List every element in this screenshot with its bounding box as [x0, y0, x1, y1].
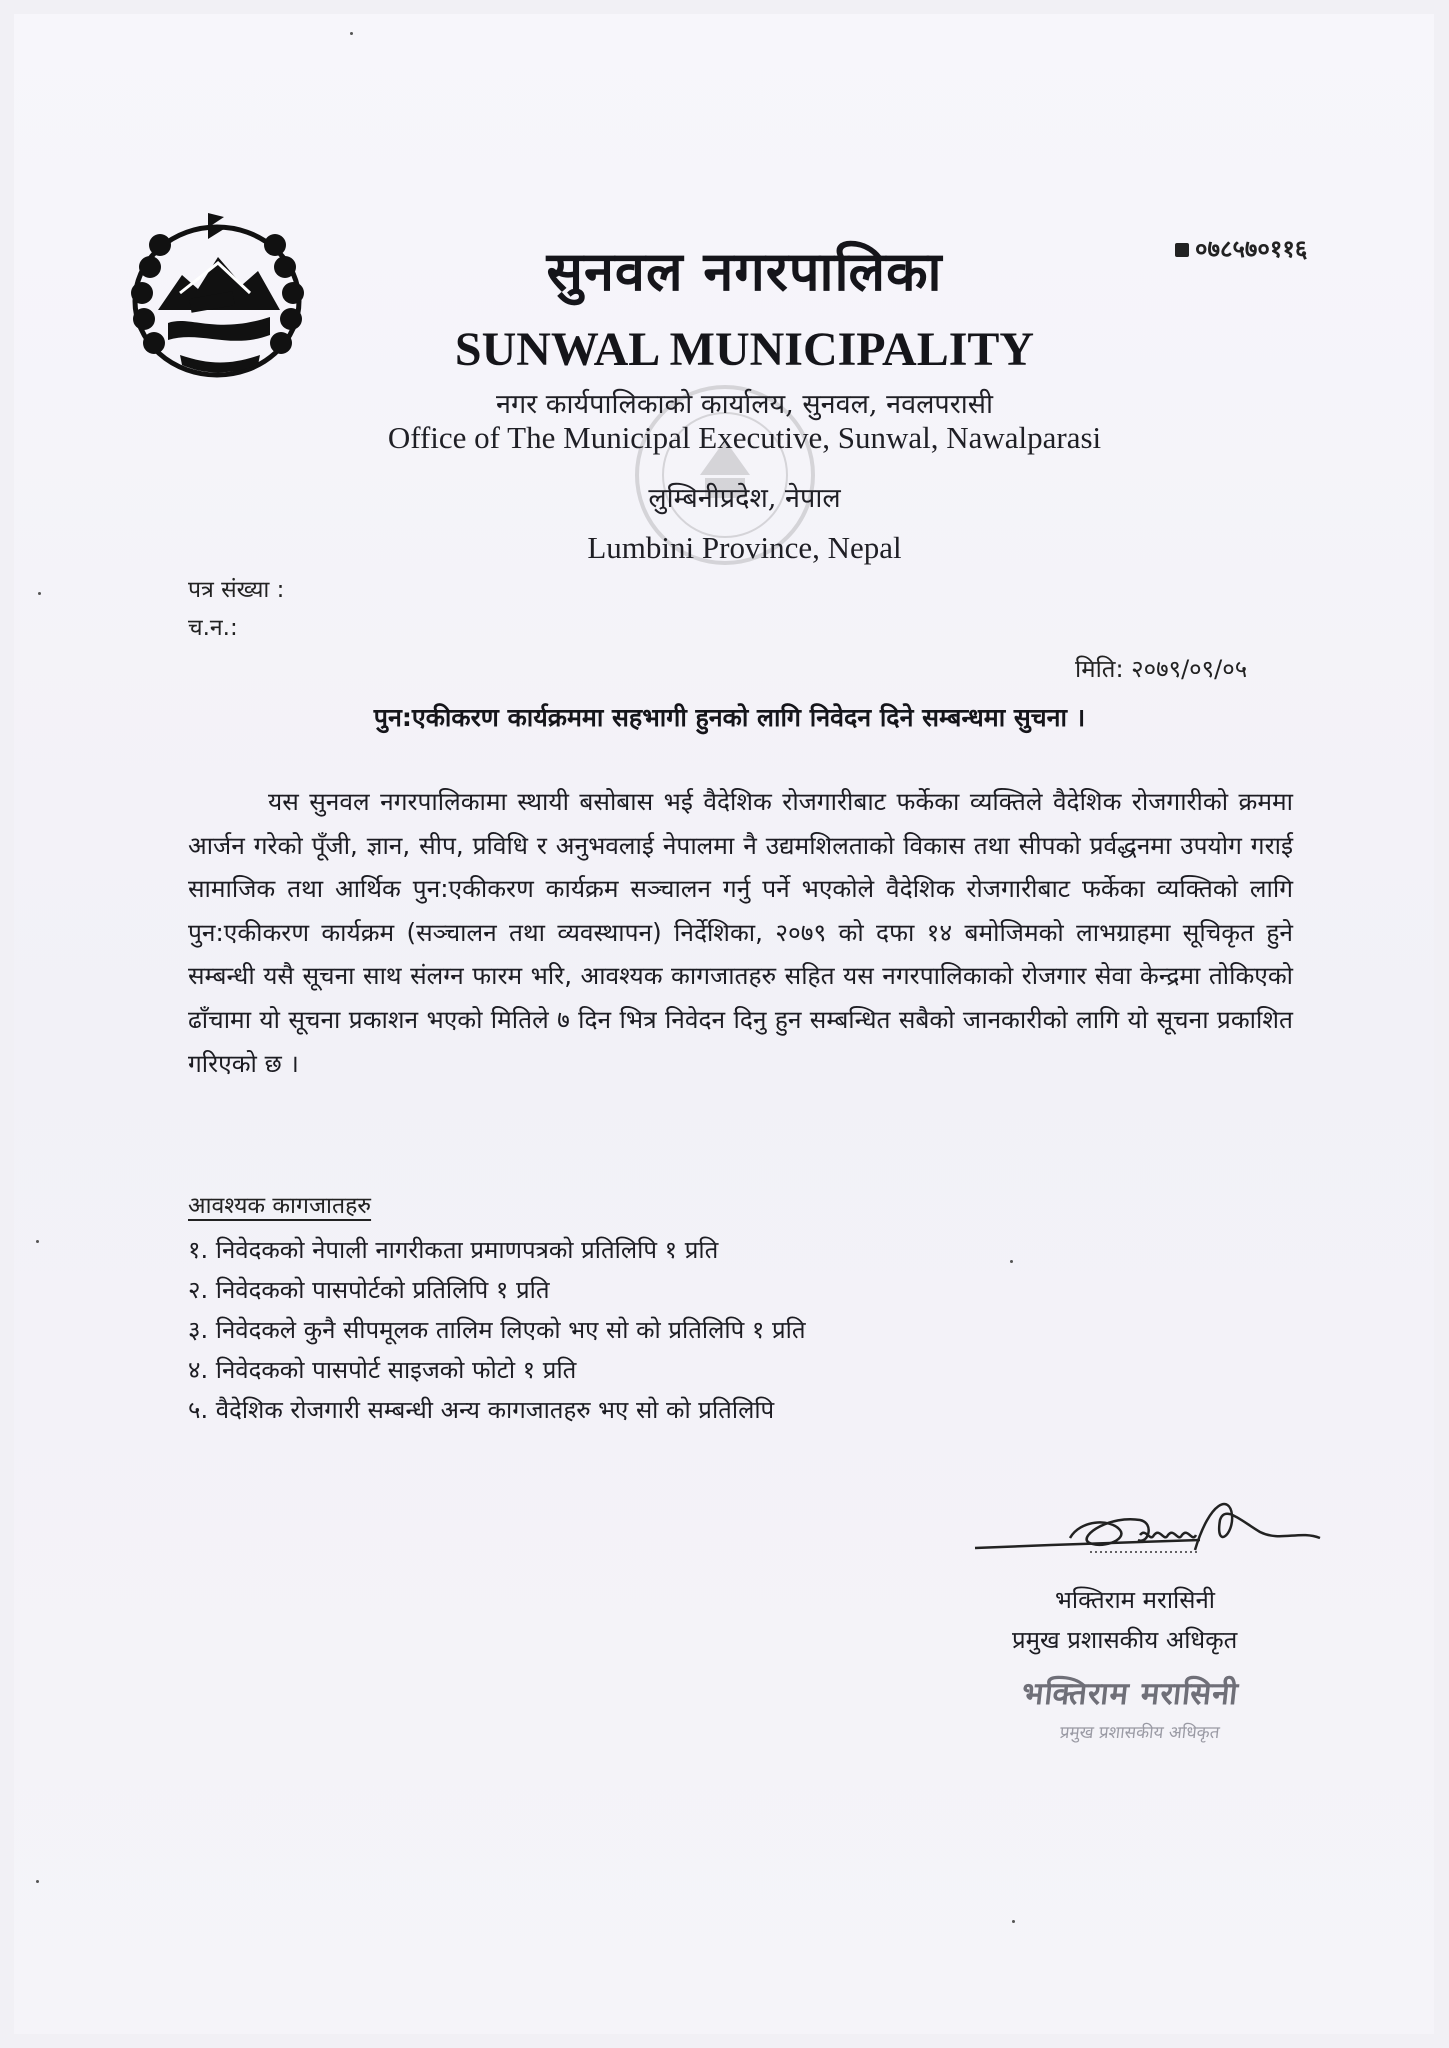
list-item: ३. निवेदकले कुनै सीपमूलक तालिम लिएको भए सो को प्रतिलिपि १ प्रति	[188, 1316, 806, 1344]
letter-number-label: पत्र संख्या :	[188, 577, 285, 603]
list-item: ५. वैदेशिक रोजगारी सम्बन्धी अन्य कागजातहरु भए सो को प्रतिलिपि	[188, 1396, 775, 1424]
scan-speck	[36, 1880, 39, 1883]
municipality-title-nepali: सुनवल नगरपालिका	[546, 240, 943, 303]
stamp-name: भक्तिराम मरासिनी	[1020, 1676, 1241, 1712]
dispatch-number-label: च.न.:	[188, 615, 238, 641]
stamp-title: प्रमुख प्रशासकीय अधिकृत	[1058, 1723, 1221, 1743]
scan-speck	[350, 32, 353, 35]
handwritten-signature	[970, 1490, 1360, 1580]
letter-date: मिति: २०७९/०९/०५	[1075, 655, 1248, 683]
list-item: १. निवेदकको नेपाली नागरीकता प्रमाणपत्रको प्रतिलिपि १ प्रति	[188, 1236, 719, 1264]
list-item: २. निवेदकको पासपोर्टको प्रतिलिपि १ प्रति	[188, 1276, 550, 1304]
phone-number	[1175, 232, 1307, 265]
scan-speck	[1012, 1920, 1015, 1923]
requirements-list	[188, 1230, 806, 1430]
requirements-title: आवश्यक कागजातहरु	[188, 1193, 372, 1219]
office-address-english: Office of The Municipal Executive, Sunwal, Nawalparasi	[387, 420, 1102, 455]
signatory-name: भक्तिराम मरासिनी	[1055, 1586, 1216, 1614]
scan-speck	[1010, 1260, 1013, 1263]
province-english: Lumbini Province, Nepal	[587, 530, 902, 565]
province-nepali: लुम्बिनीप्रदेश, नेपाल	[648, 483, 841, 514]
municipality-title-english: SUNWAL MUNICIPALITY	[454, 323, 1035, 376]
phone-value: ०७८५७०११६	[1195, 235, 1308, 263]
notice-subject: पुन:एकीकरण कार्यक्रममा सहभागी हुनको लागि निवेदन दिने सम्बन्धमा सुचना ।	[373, 703, 1086, 732]
phone-icon	[1175, 243, 1189, 257]
scan-speck	[38, 592, 41, 595]
notice-body: यस सुनवल नगरपालिकामा स्थायी बसोबास भई वैदेशिक रोजगारीबाट फर्केका व्यक्तिले वैदेशिक रोजगारीको क्रममा आर्जन गरेको पूँजी, ज्ञान, सीप, प्रविधि र अनुभवलाई नेपालमा नै उद्यमशिलताको विकास तथा सीपको प्रर्वद्धनमा उपयोग गराई सामाजिक तथा आर्थिक पुन:एकीकरण कार्यक्रम सञ्चालन गर्नु पर्ने भएकोले वैदेशिक रोजगारीबाट फर्केका व्यक्तिको लागि पुन:एकीकरण कार्यक्रम (सञ्चालन तथा व्यवस्थापन) निर्देशिका, २०७९ को दफा १४ बमोजिमको लाभग्राहमा सूचिकृत हुने सम्बन्धी यसै सूचना साथ संलग्न फारम भरि, आवश्यक कागजातहरु सहित यस नगरपालिकाको रोजगार सेवा केन्द्रमा तोकिएको ढाँचामा यो सूचना प्रकाशन भएको मितिले ७ दिन भित्र निवेदन दिनु हुन सम्बन्धित सबैको जानकारीको लागि यो सूचना प्रकाशित गरिएको छ ।	[188, 787, 1293, 1078]
office-address-nepali: नगर कार्यपालिकाको कार्यालय, सुनवल, नवलपरासी	[495, 389, 994, 420]
list-item: ४. निवेदकको पासपोर्ट साइजको फोटो १ प्रति	[188, 1356, 577, 1384]
scan-speck	[36, 1240, 39, 1243]
signatory-title: प्रमुख प्रशासकीय अधिकृत	[1012, 1626, 1238, 1654]
